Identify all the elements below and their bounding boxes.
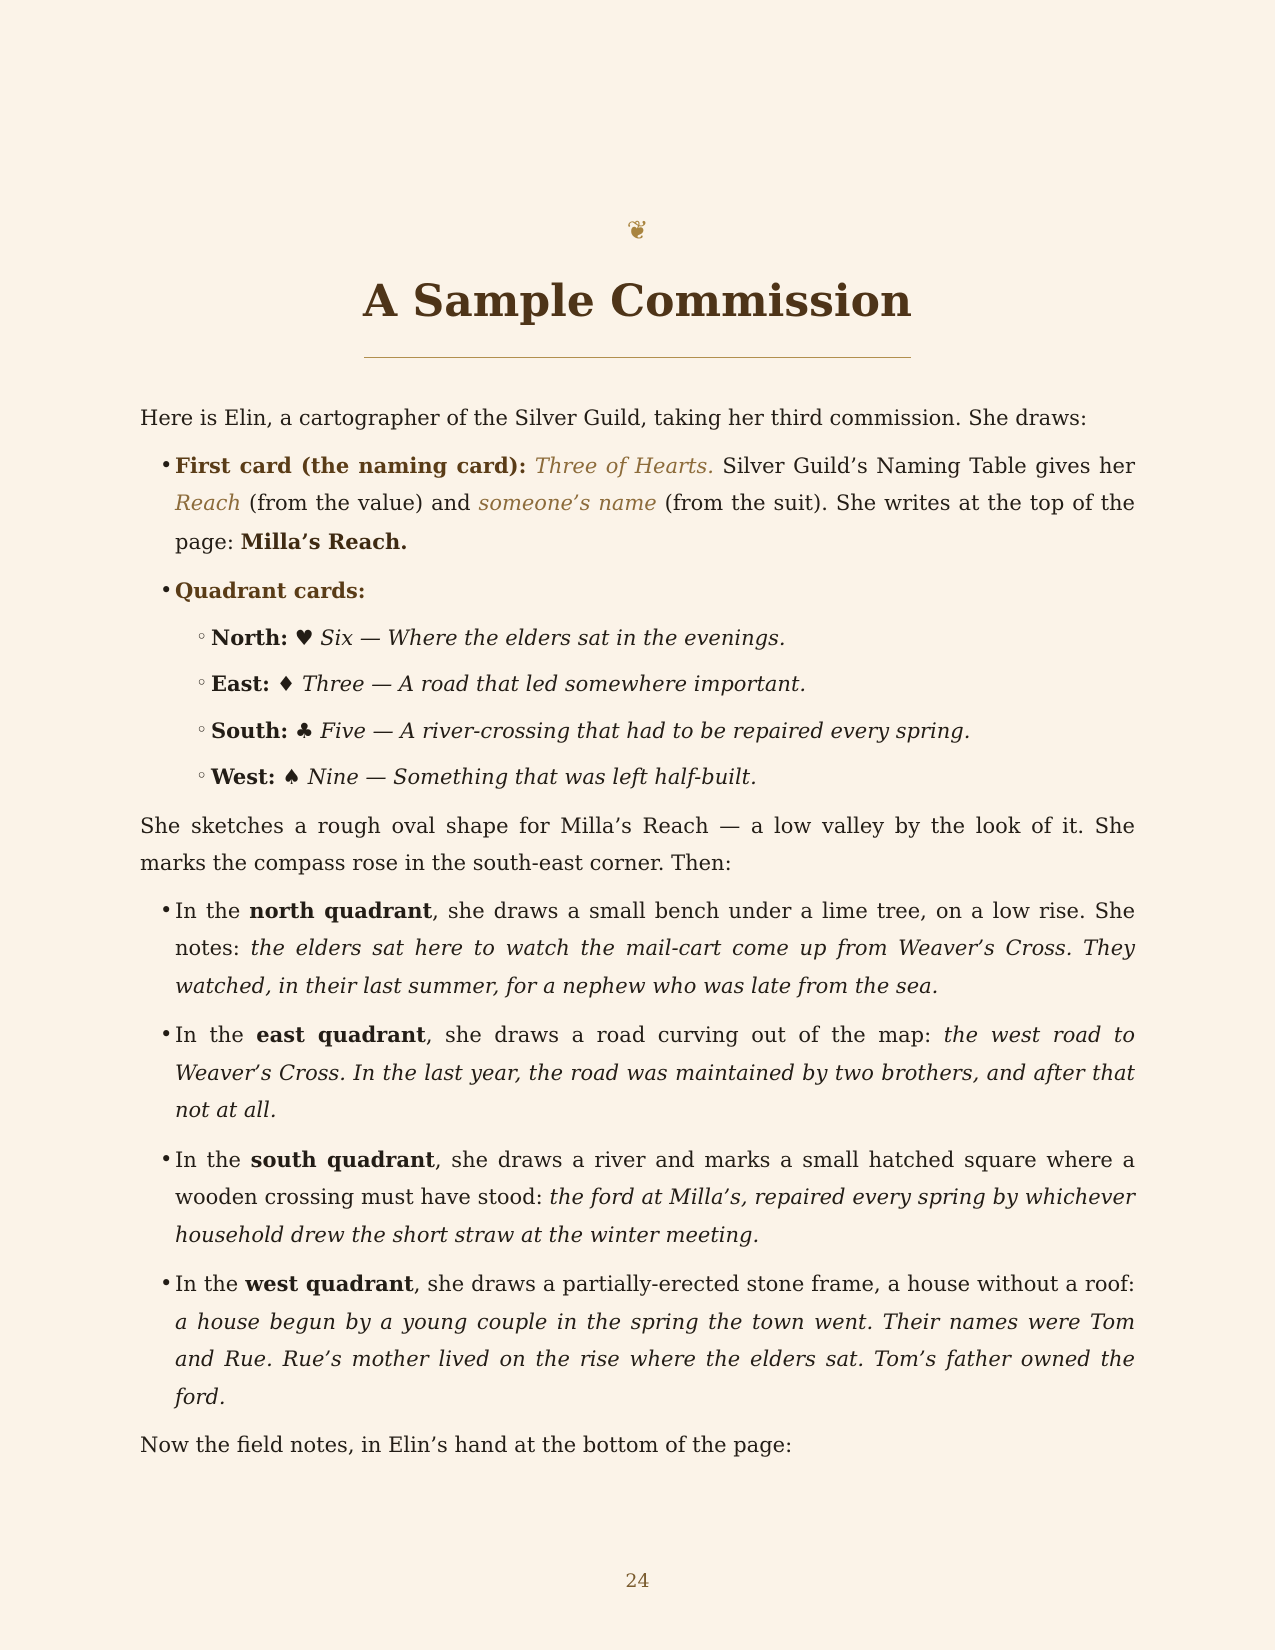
heart-suit-icon: ♥ (294, 625, 314, 650)
quadrant-item-south (211, 712, 1135, 751)
quadrant-list (175, 619, 1135, 797)
detail-pre: In the (175, 898, 250, 923)
detail-quadrant: north quadrant (249, 897, 433, 923)
detail-text: , she draws a small bench under a lime tree, on a low rise. She notes: (175, 898, 1136, 960)
first-card-text-3: (from the suit). She writes at the top of the page: (175, 491, 1135, 554)
quadrant-text: Nine — Something that was left half-built. (307, 765, 757, 789)
closing-paragraph: Now the field notes, in Elin’s hand at the bottom of the page: (140, 1433, 793, 1457)
detail-item-south (175, 1141, 1135, 1255)
first-card-term-reach: Reach (175, 491, 242, 515)
first-card-text-1: Silver Guild’s Naming Table gives her (713, 453, 1135, 478)
detail-quadrant: west quadrant (245, 1271, 414, 1296)
body-text (140, 400, 1135, 1474)
detail-quadrant: east quadrant (256, 1022, 426, 1047)
detail-note: a house begun by a young couple in the spring the town went. Their names were Tom and Rue. Rue’s mother lived on the rise where the elders sat. Tom’s father owned the ford. (175, 1309, 1135, 1409)
detail-item-north (175, 892, 1135, 1006)
detail-text: , she draws a road curving out of the map: (425, 1023, 944, 1047)
detail-item-west (175, 1265, 1135, 1416)
detail-text: , she draws a partially-erected stone frame, a house without a roof: (413, 1272, 1136, 1296)
quadrant-dir: South: (211, 717, 289, 743)
card-list (140, 447, 1135, 797)
quadrant-dir: West: (211, 764, 276, 789)
quadrant-dir: East: (211, 671, 270, 696)
first-card-label: First card (the naming card): (175, 452, 527, 478)
title-divider (364, 357, 911, 358)
first-card-text-2: (from the value) and (241, 491, 479, 515)
club-suit-icon: ♣ (294, 718, 314, 743)
page-title: A Sample Commission (363, 276, 912, 327)
quadrant-cards-label: Quadrant cards: (175, 578, 366, 603)
detail-pre: In the (175, 1023, 257, 1047)
quadrant-detail-list (140, 892, 1135, 1417)
quadrant-item-east (211, 665, 1135, 704)
page-number: 24 (625, 1570, 650, 1592)
intro-paragraph: Here is Elin, a cartographer of the Silver Guild, taking her third commission. She draws: (140, 406, 1088, 430)
first-card-item (175, 447, 1135, 562)
diamond-suit-icon: ♦ (276, 672, 296, 696)
spade-suit-icon: ♠ (282, 765, 302, 789)
detail-quadrant: south quadrant (250, 1146, 435, 1172)
quadrant-item-north (211, 619, 1135, 658)
fleuron-ornament-icon: ❦ (626, 216, 649, 246)
first-card-result: Milla’s Reach. (240, 528, 408, 554)
page (140, 0, 1135, 1650)
quadrant-item-west (211, 758, 1135, 797)
detail-note: the elders sat here to watch the mail-cart come up from Weaver’s Cross. They watched, in their last summer, for a nephew who was late from the sea. (175, 936, 1135, 998)
quadrant-text: Three — A road that led somewhere important. (302, 672, 807, 696)
quadrant-text: Five — A river-crossing that had to be repaired every spring. (320, 718, 971, 743)
detail-item-east (175, 1016, 1135, 1130)
sketch-paragraph: She sketches a rough oval shape for Milla’s Reach — a low valley by the look of it. She marks the compass rose in the south-east corner. Then: (140, 813, 1135, 875)
quadrant-text: Six — Where the elders sat in the evenings. (320, 625, 786, 650)
first-card-term-name: someone’s name (478, 491, 657, 515)
detail-note: the west road to Weaver’s Cross. In the last year, the road was maintained by two brothers, and after that not at all. (175, 1023, 1136, 1122)
detail-note: the ford at Milla’s, repaired every spring by whichever household drew the short straw at the winter meeting. (175, 1185, 1135, 1247)
detail-text: , she draws a river and marks a small hatched square where a wooden crossing must have stood: (175, 1147, 1136, 1209)
quadrant-dir: North: (211, 624, 288, 650)
quadrant-cards-item (175, 572, 1135, 797)
detail-pre: In the (175, 1147, 251, 1172)
detail-pre: In the (175, 1272, 246, 1296)
first-card-value: Three of Hearts. (534, 453, 714, 478)
